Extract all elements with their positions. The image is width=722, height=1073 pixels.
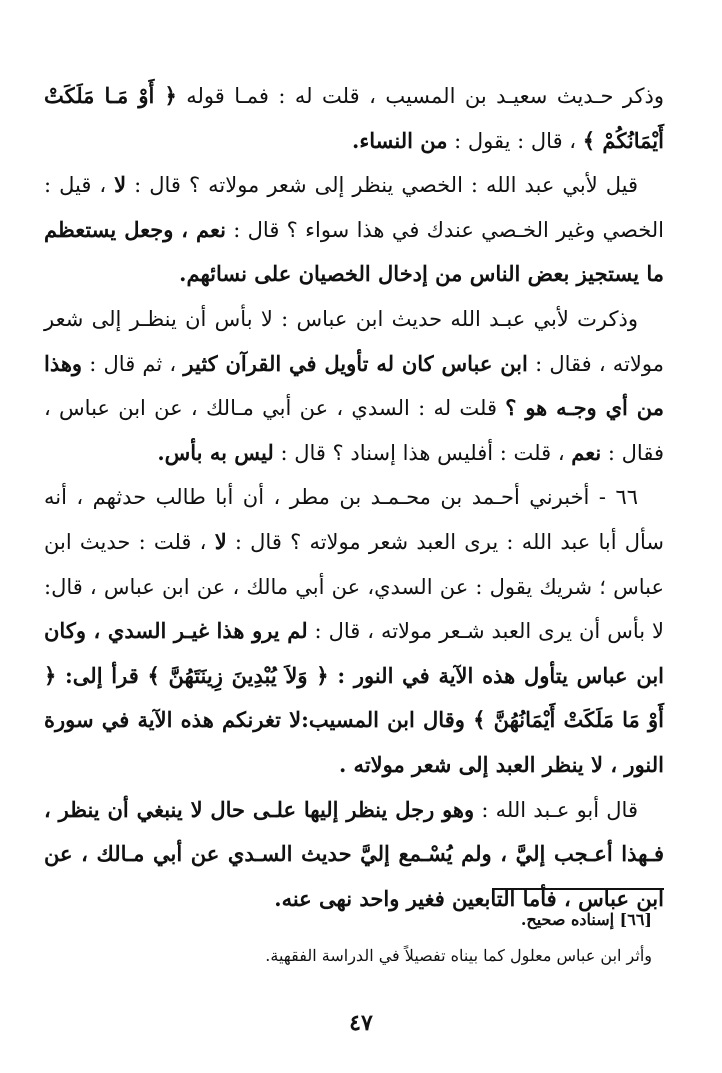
- paragraph-1: [44, 163, 664, 297]
- paragraph-1-segment: لا: [114, 172, 127, 198]
- paragraph-1-segment: قيل لأبي عبد الله : الخصي ينظر إلى شعر مولاته ؟ قال :: [126, 173, 638, 198]
- paragraph-1-segment: نعم ، وجعل يستعظم ما يستجيز بعض الناس من إدخال الخصيان على نسائهم.: [44, 216, 664, 287]
- paragraph-2-segment: ليس به بأس.: [157, 439, 274, 465]
- paragraph-4-segment: وهو رجل ينظر إليها علـى حال لا ينبغي أن ينظر ، فـهذا أعـجب إليَّ ، ولم يُسْـمع إليَّ حديث السـدي عن أبي مـالك ، عن ابن عباس ، فأما التابعين فغير واحد نهى عنه.: [44, 796, 664, 911]
- paragraph-0-segment: وذكر حـديث سعيـد بن المسيب ، قلت له : فمـا قوله: [176, 84, 664, 108]
- paragraph-3-segment: ٦٦ - أخبرني أحـمد بن محـمـد بن مطر ، أن أبا طالب حدثهم ، أنه سأل أبا عبد الله : يرى العبد شعر مولاته ؟ قال :: [44, 485, 664, 554]
- paragraph-2-segment: ، ثم قال :: [82, 351, 184, 376]
- paragraph-3-segment: ، قلت : حديث ابن عباس ؛ شريك يقول : عن السدي، عن أبي مالك ، عن ابن عباس ، قال: لا بأس أن يرى العبد شـعر مولاته ، قال :: [44, 529, 664, 644]
- paragraph-2: [44, 297, 664, 475]
- paragraph-0: [44, 74, 664, 163]
- footnotes: [44, 902, 652, 974]
- paragraph-0-segment: من النساء.: [352, 127, 448, 153]
- paragraph-3-segment: لا: [214, 528, 227, 554]
- page-number: ٤٧: [349, 1010, 373, 1036]
- footnote-0-segment: [٦٦] إسناده صحيح.: [520, 910, 652, 929]
- paragraph-2-segment: وذكرت لأبي عبـد الله حديث ابن عباس : لا بأس أن ينظـر إلى شعر مولاته ، فقال :: [44, 306, 664, 376]
- paragraph-2-segment: ابن عباس كان له تأويل في القرآن كثير: [183, 350, 528, 376]
- paragraph-0-segment: ، قال : يقول :: [447, 128, 583, 153]
- main-text: [44, 74, 664, 921]
- paragraph-3-segment: لم يرو هذا غيـر السدي ، وكان ابن عباس يتأول هذه الآية في النور : ﴿ وَلاَ يُبْدِينَ زِينَتَهُنَّ ﴾ قرأ إلى: ﴿ أَوْ مَا مَلَكَتْ أَيْمَانُهُنَّ ﴾ وقال ابن المسيب:لا تغرنكم هذه الآية في سورة النور ، لا ينظر العبد إلى شعر مولاته .: [44, 618, 664, 777]
- paragraph-3: [44, 475, 664, 787]
- footnote-divider: [492, 888, 664, 890]
- footnote-1: [44, 938, 652, 974]
- paragraph-2-segment: وهذا من أي وجـه هو ؟: [44, 350, 665, 421]
- paragraph-0-segment: ﴿ أَوْ مَـا مَلَكَتْ أَيْمَانُكُمْ ﴾: [44, 83, 664, 153]
- paragraph-2-segment: قلت له : السدي ، عن أبي مـالك ، عن ابن عباس ، فقال :: [44, 396, 664, 465]
- paragraph-2-segment: ، قلت : أفليس هذا إسناد ؟ قال :: [273, 440, 572, 465]
- footnote-1-segment: وأثر ابن عباس معلول كما بيناه تفصيلاً في الدراسة الفقهية.: [265, 946, 652, 965]
- paragraph-1-segment: ، قيل : الخصي وغير الخـصي عندك في هذا سواء ؟ قال :: [44, 173, 664, 242]
- paragraph-4-segment: قال أبو عـبد الله :: [474, 797, 638, 822]
- footnote-0: [44, 902, 652, 938]
- paragraph-2-segment: نعم: [571, 439, 602, 465]
